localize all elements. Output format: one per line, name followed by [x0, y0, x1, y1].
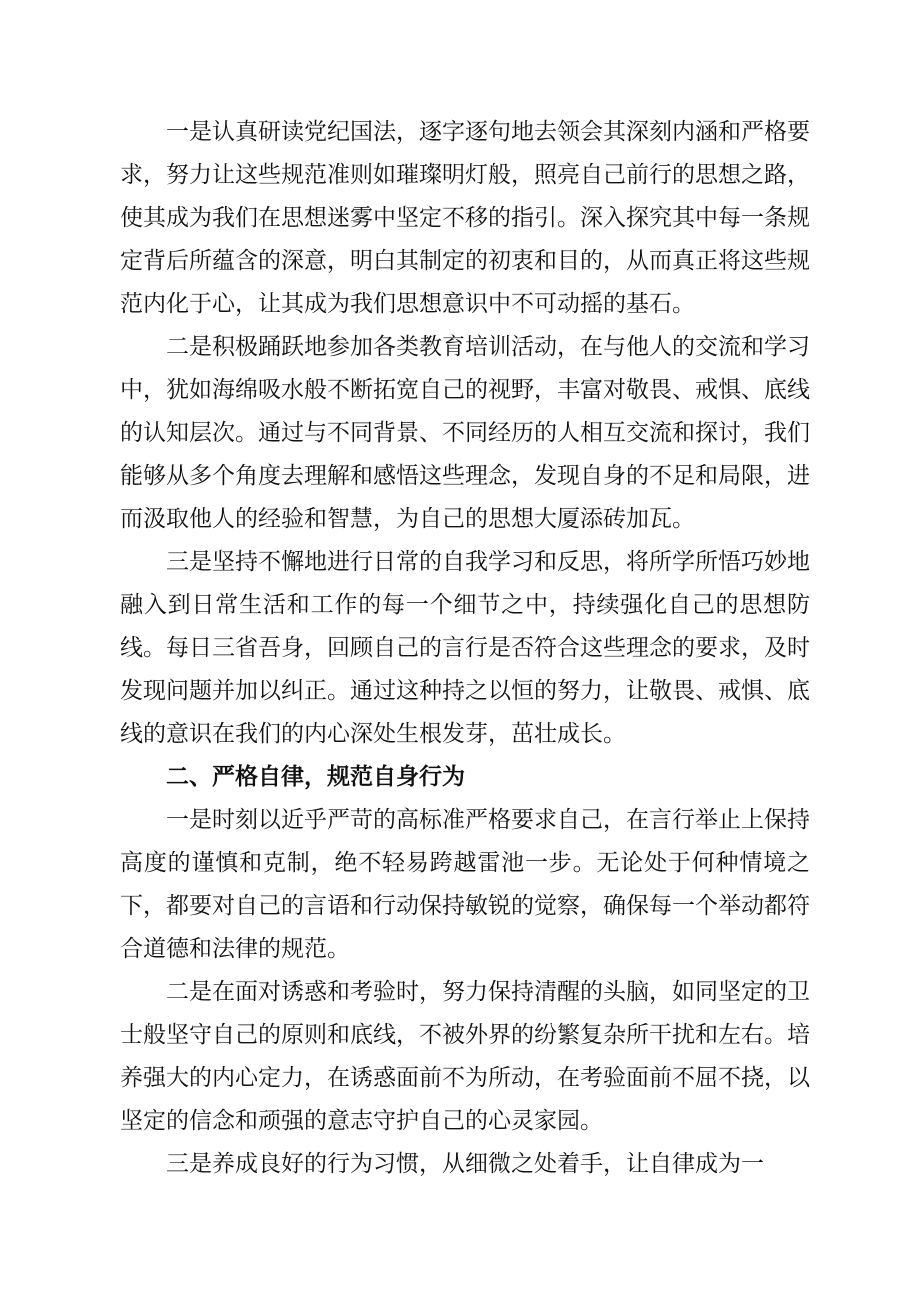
paragraph-self-reflection: 三是坚持不懈地进行日常的自我学习和反思，将所学所悟巧妙地融入到日常生活和工作的每一个细节之中，持续强化自己的思想防线。每日三省吾身，回顾自己的言行是否符合这些理念的要求，及时发现问题并加以纠正。通过这种持之以恒的努力，让敬畏、戒惧、底线的意识在我们的内心深处生根发芽，茁壮成长。	[120, 549, 810, 747]
paragraph-high-standards: 一是时刻以近乎严苛的高标准严格要求自己，在言行举止上保持高度的谨慎和克制，绝不轻易跨越雷池一步。无论处于何种情境之下，都要对自己的言语和行动保持敏锐的觉察，确保每一个举动都符合道德和法律的规范。	[120, 807, 810, 962]
paragraph-temptation: 二是在面对诱惑和考验时，努力保持清醒的头脑，如同坚定的卫士般坚守自己的原则和底线，不被外界的纷繁复杂所干扰和左右。培养强大的内心定力，在诱惑面前不为所动，在考验面前不屈不挠，以坚定的信念和顽强的意志守护自己的心灵家园。	[120, 979, 810, 1134]
section-heading: 二、严格自律，规范自身行为	[166, 764, 465, 790]
document-body	[120, 111, 810, 1186]
paragraph-study-law: 一是认真研读党纪国法，逐字逐句地去领会其深刻内涵和严格要求，努力让这些规范准则如璀璨明灯般，照亮自己前行的思想之路，使其成为我们在思想迷雾中坚定不移的指引。深入探究其中每一条规定背后所蕴含的深意，明白其制定的初衷和目的，从而真正将这些规范内化于心，让其成为我们思想意识中不可动摇的基石。	[120, 119, 810, 317]
paragraph-training: 二是积极踊跃地参加各类教育培训活动，在与他人的交流和学习中，犹如海绵吸水般不断拓宽自己的视野，丰富对敬畏、戒惧、底线的认知层次。通过与不同背景、不同经历的人相互交流和探讨，我们能够从多个角度去理解和感悟这些理念，发现自身的不足和局限，进而汲取他人的经验和智慧，为自己的思想大厦添砖加瓦。	[120, 334, 810, 532]
paragraph-habits: 三是养成良好的行为习惯，从细微之处着手，让自律成为一	[166, 1151, 764, 1177]
